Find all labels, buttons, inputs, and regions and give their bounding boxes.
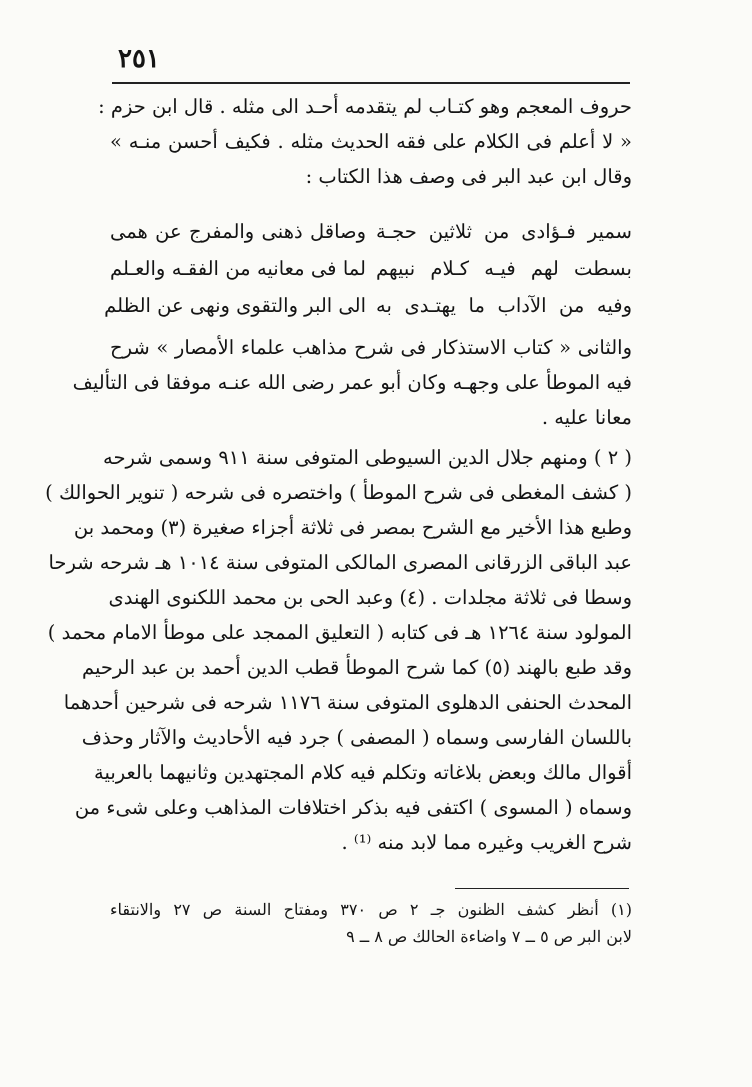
- text-line: فيه الموطأ على وجهـه وكان أبو عمر رضى الله عنـه موفقا فى التأليف: [72, 371, 632, 394]
- text-line: وسطا فى ثلاثة مجلدات . (٤) وعبد الحى بن محمد اللكنوى الهندى: [108, 586, 632, 609]
- text-line: وقال ابن عبد البر فى وصف هذا الكتاب :: [305, 165, 632, 188]
- text-line: والثانى « كتاب الاستذكار فى شرح مذاهب علماء الأمصار » شرح: [110, 336, 632, 359]
- verse-first-hemistich: وفيه من الآداب ما يهتـدى به: [376, 294, 632, 317]
- text-line: وطبع هذا الأخير مع الشرح بمصر فى ثلاثة أجزاء صغيرة (٣) ومحمد بن: [73, 516, 632, 539]
- footnote-rule: [455, 888, 629, 889]
- verse-row: [110, 213, 632, 250]
- verse-second-hemistich: وصاقل ذهنى والمفرج عن همى: [110, 220, 366, 243]
- text-line: باللسان الفارسى وسماه ( المصفى ) جرد فيه الأحاديث والآثار وحذف: [81, 726, 632, 749]
- verse-first-hemistich: بسطت لهم فيـه كـلام نبيهم: [376, 257, 632, 280]
- text-line: أقوال مالك وبعض بلاغاته وتكلم فيه كلام المجتهدين وثانيهما بالعربية: [93, 761, 632, 784]
- intro-block: [98, 89, 632, 194]
- text-line: عبد الباقى الزرقانى المصرى المالكى المتوفى سنة ١٠١٤ هـ شرحه شرحا: [48, 551, 632, 574]
- text-line: المحدث الحنفى الدهلوى المتوفى سنة ١١٧٦ شرحه فى شرحين أحدهما: [63, 691, 632, 714]
- verse-second-hemistich: لما فى معانيه من الفقـه والعـلم: [110, 257, 366, 280]
- text-line: « لا أعلم فى الكلام على فقه الحديث مثله . فكيف أحسن منـه »: [110, 130, 632, 153]
- text-line: ( ٢ ) ومنهم جلال الدين السيوطى المتوفى سنة ٩١١ وسمى شرحه: [103, 446, 632, 469]
- text-line: معانا عليه .: [541, 406, 632, 429]
- header-rule: [112, 82, 630, 84]
- verse-row: [110, 250, 632, 287]
- footnote-line: (١) أنظر كشف الظنون جـ ٢ ص ٣٧٠ ومفتاح السنة ص ٢٧ والانتقاء: [110, 900, 633, 919]
- footnotes: [110, 896, 632, 950]
- paragraph-istidhkar: [72, 330, 632, 435]
- verse-second-hemistich: الى البر والتقوى ونهى عن الظلم: [104, 294, 366, 317]
- poem-block: [104, 213, 632, 324]
- text-line: حروف المعجم وهو كتـاب لم يتقدمه أحـد الى مثله . قال ابن حزم :: [98, 95, 632, 118]
- text-line: شرح الغريب وغيره مما لابد منه ⁽¹⁾ .: [341, 831, 632, 854]
- verse-row: [104, 287, 632, 324]
- text-line: وقد طبع بالهند (٥) كما شرح الموطأ قطب الدين أحمد بن عبد الرحيم: [82, 656, 632, 679]
- paragraph-commentaries: [45, 440, 632, 860]
- text-line: ( كشف المغطى فى شرح الموطأ ) واختصره فى شرحه ( تنوير الحوالك ): [45, 481, 632, 504]
- verse-first-hemistich: سمير فـؤادى من ثلاثين حجـة: [376, 220, 632, 243]
- page-number: ٢٥١: [118, 44, 160, 74]
- footnote-line: لابن البر ص ٥ ــ ٧ واضاءة الحالك ص ٨ ــ ٩: [346, 927, 632, 946]
- text-line: وسماه ( المسوى ) اكتفى فيه بذكر اختلافات المذاهب وعلى شىء من: [74, 796, 632, 819]
- text-line: المولود سنة ١٢٦٤ هـ فى كتابه ( التعليق الممجد على موطأ الامام محمد ): [47, 621, 632, 644]
